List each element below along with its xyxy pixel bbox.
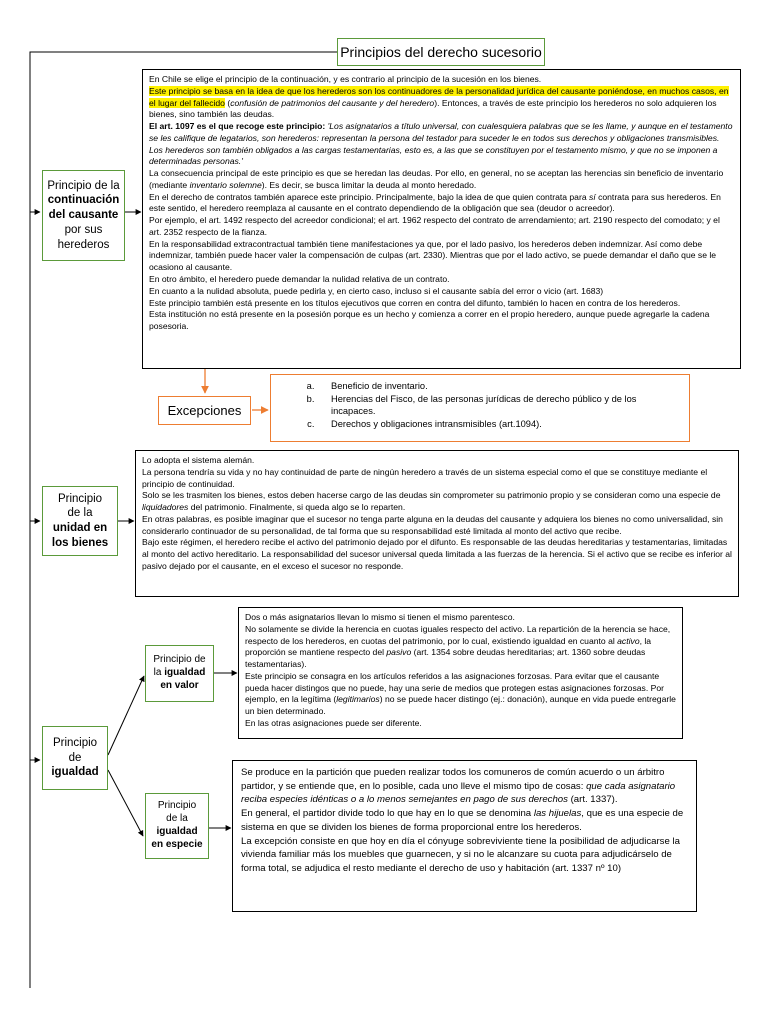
text-line: Se produce en la partición que pueden realizar todos los comuneros de común acuerdo o un árbitro partidor, y se entiende que, en lo posible, cada uno lleve el mismo tipo de cosas: que cada asignatario reciba especies idénticas o a lo menos semejantes en pago de sus derechos (art. 1337).	[241, 767, 676, 806]
text-unidad	[135, 450, 739, 597]
text-igualdad-valor	[238, 607, 683, 739]
text-line: Dos o más asignatarios llevan lo mismo si tienen el mismo parentesco.	[245, 612, 515, 622]
text-line: En general, el partidor divide todo lo que hay en lo que se denomina las hijuelas, que es una especie de sistema en que se dividen los bienes de forma proporcional entre los herederos.	[241, 808, 684, 833]
text-line: La excepción consiste en que hoy en día el cónyuge sobreviviente tiene la posibilidad de adjudicarse la vivienda familiar más los muebles que guarnecen, y si no le alcanzare su cuota para adjudicárselo de forma total, se adjudica el resto mediante el derecho de uso y habitación (art. 1337 nº 10)	[241, 835, 680, 875]
text-line: En la responsabilidad extracontractual también tiene manifestaciones ya que, por el lado pasivo, los herederos deben indemnizar. Así como debe indemnizar, también puede hacer valer la compensación de culpas (art. 2330). Mientras que por el lado activo, se puede demandar el daño que se le ocasiono al causante.	[149, 238, 717, 273]
text-line: Este principio se consagra en los artículos referidos a las asignaciones forzosas. Para evitar que el causante pueda hacer distingos que no puede, hay una serie de medios que protegen estas asignaciones forzosas. Por ejemplo, en la legítima (legitimarios) no se puede hacer distingo (ej.: donación), aunque en vida puede entregarle un bien determinado.	[245, 670, 676, 717]
text-line: Bajo este régimen, el heredero recibe el activo del patrimonio dejado por el difunto. Es responsable de las deudas hereditarias y testamentarias, limitadas al monto del activo hereditario. La responsabilidad del sucesor universal queda limitada a las fuerzas de la herencia. Si el activo que se recibe es inferior al pasivo dejado por el causante, en el exceso el sucesor no responde.	[142, 537, 732, 571]
list-item: a. Beneficio de inventario.	[317, 380, 679, 393]
text-line: Solo se les trasmiten los bienes, estos deben hacerse cargo de las deudas sin comprometer su patrimonio propio y se consideran como una especie de liquidadores del patrimonio. Finalmente, si queda algo se lo reparten.	[142, 490, 721, 513]
text-line: En cuanto a la nulidad absoluta, puede pedirla y, en cierto caso, incluso si el causante sabía del error o vicio (art. 1683)	[149, 285, 604, 296]
text-line: Este principio se basa en la idea de que los herederos son los continuadores de la personalidad jurídica del causante poniéndose, en muchos casos, en el lugar del fallecido (confusión de patrimonios del causante y del heredero). Entonces, a través de este principio los herederos no solo adquieren los bienes, sino también las deudas.	[149, 85, 729, 120]
text-line: El art. 1097 es el que recoge este principio: 'Los asignatarios a título universal, con cualesquiera palabras que se les llame, y aunque en el testamento se les califique de legatarios, son herederos: representan la persona del testador para suceder le en todos sus derechos y obligaciones transmisibles.	[149, 121, 733, 143]
excepciones-list	[270, 374, 690, 442]
node-igualdad: Principio de igualdad	[42, 726, 108, 790]
text-line: En otras palabras, es posible imaginar que el sucesor no tenga parte alguna en la deudas del causante y adquiera los bienes no como universalidad, sin considerarlo continuador de su personalidad, de tal forma que su responsabilidad esté limitada al monto del activo que recibe.	[142, 513, 723, 536]
node-unidad: Principio de la unidad en los bienes	[42, 486, 118, 556]
text-line: Lo adopta el sistema alemán.	[142, 455, 255, 465]
node-igualdad-especie: Principio de la igualdad en especie	[145, 793, 209, 859]
text-line: En las otras asignaciones puede ser diferente.	[245, 717, 422, 728]
text-line: Los herederos son también obligados a las cargas testamentarias, esto es, a las que se constituyen por el testamento mismo, y que no se imponen a determinadas personas.'	[149, 144, 718, 167]
text-line: No solamente se divide la herencia en cuotas iguales respecto del activo. La repartición de la herencia se hace, respecto de los herederos, en cuotas del patrimonio, por lo cual, existiendo igualdad en cuanto al activo, la proporción se mantiene respecto del pasivo (art. 1354 sobre deudas hereditarias; art. 1360 sobre deudas testamentarias).	[245, 623, 671, 670]
text-line: Esta institución no está presente en la posesión porque es un hecho y comienza a correr en el propio heredero, aunque puede agregarle la cadena posesoria.	[149, 309, 710, 332]
text-line: Este principio también está presente en los títulos ejecutivos que corren en contra del difunto, también lo hacen en contra de los herederos.	[149, 297, 681, 308]
node-continuacion: Principio de la continuación del causante por sus herederos	[42, 170, 125, 261]
node-igualdad-valor: Principio de la igualdad en valor	[145, 645, 214, 702]
list-item: c. Derechos y obligaciones intransmisibles (art.1094).	[317, 418, 679, 431]
text-igualdad-especie	[232, 760, 697, 912]
text-line: Por ejemplo, el art. 1492 respecto del acreedor condicional; el art. 1962 respecto del contrato de arrendamiento; art. 2190 respecto del comodato; y el art. 2352 respecto de la fianza.	[149, 215, 720, 237]
list-item: b. Herencias del Fisco, de las personas jurídicas de derecho público y de los incapaces.	[317, 393, 679, 418]
text-line: En otro ámbito, el heredero puede demandar la nulidad relativa de un contrato.	[149, 274, 450, 285]
text-line: La consecuencia principal de este principio es que se heredan las deudas. Por ello, en general, no se aceptan las herencias sin beneficio de inventario (mediante inventario solemne). Es decir, se busca limitar la deuda al monto heredado.	[149, 168, 724, 190]
node-excepciones: Excepciones	[158, 396, 251, 425]
page-title: Principios del derecho sucesorio	[337, 38, 545, 66]
text-line: En Chile se elige el principio de la continuación, y es contrario al principio de la sucesión en los bienes.	[149, 74, 542, 84]
text-line: En el derecho de contratos también aparece este principio. Principalmente, bajo la idea de que quien contrata para sí contrata para sus herederos. En este sentido, el heredero reemplaza al causante en el contrato dependiendo de la obligación que sea (deudor o acreedor).	[149, 191, 721, 214]
arrow-to-valor	[108, 676, 144, 755]
text-line: La persona tendría su vida y no hay continuidad de parte de ningún heredero a través de un sistema especial como el que se constituye mediante el principio de continuidad.	[142, 466, 708, 489]
text-continuacion	[142, 69, 741, 369]
arrow-to-especie	[108, 770, 143, 836]
